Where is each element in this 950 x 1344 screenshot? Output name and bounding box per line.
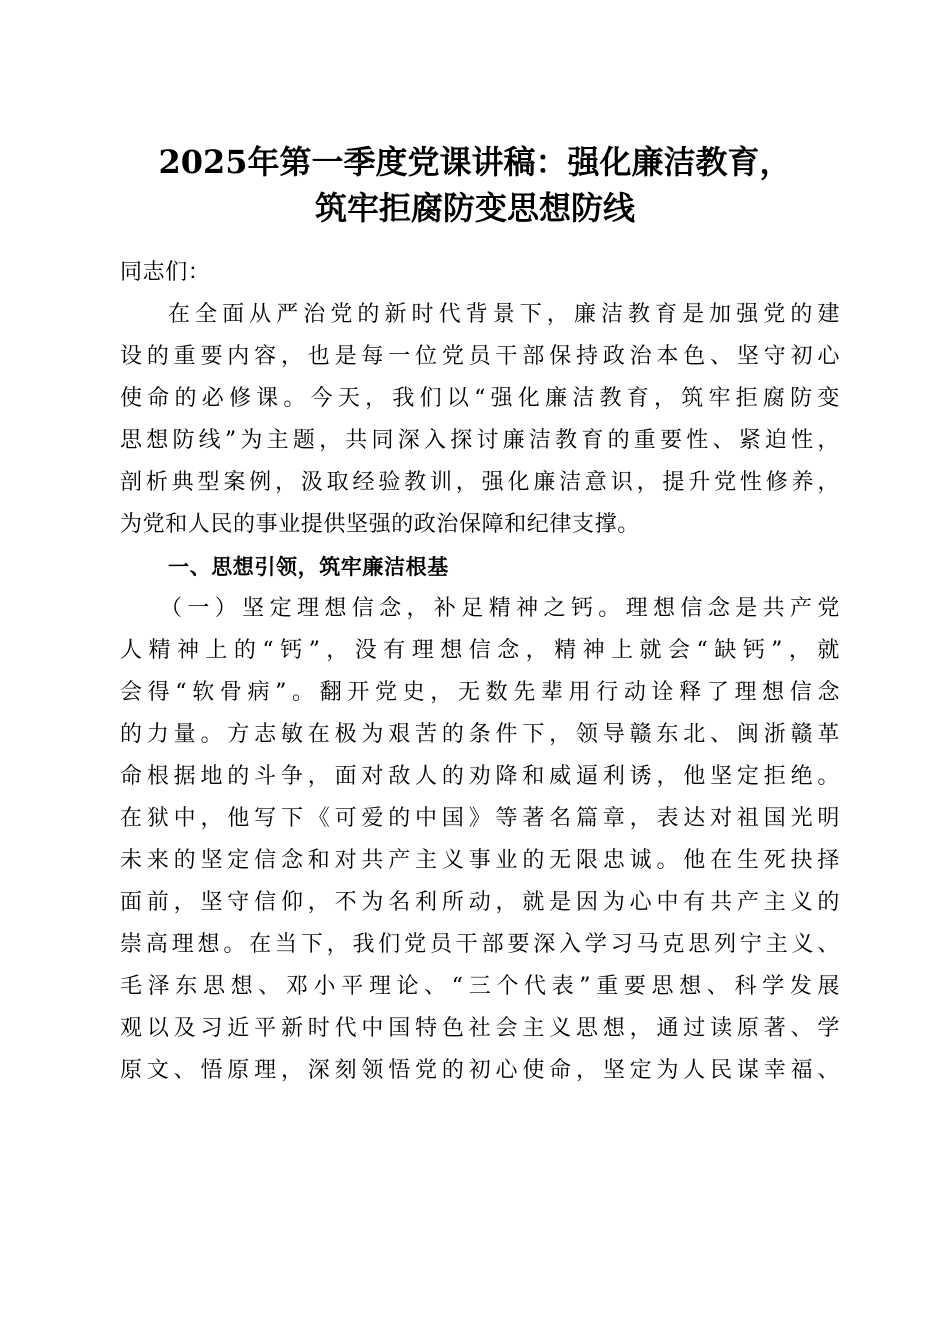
intro-paragraph (120, 294, 840, 546)
paragraph-line: 原文、悟原理，深刻领悟党的初心使命，坚定为人民谋幸福、 (120, 1058, 840, 1083)
paragraph-line: 剖析典型案例，汲取经验教训，强化廉洁意识，提升党性修养， (120, 470, 840, 495)
paragraph-line: 会得“软骨病”。翻开党史，无数先辈用行动诠释了理想信念 (120, 680, 840, 705)
paragraph-line: 命根据地的斗争，面对敌人的劝降和威逼利诱，他坚定拒绝。 (120, 764, 840, 789)
paragraph-line: 在狱中，他写下《可爱的中国》等著名篇章，表达对祖国光明 (120, 806, 840, 831)
paragraph-line: 设的重要内容，也是每一位党员干部保持政治本色、坚守初心 (120, 344, 840, 369)
salutation: 同志们： (120, 260, 211, 285)
paragraph-line: 使命的必修课。今天，我们以“强化廉洁教育，筑牢拒腐防变 (120, 386, 840, 411)
paragraph-line: 人精神上的“钙”，没有理想信念，精神上就会“缺钙”，就 (120, 638, 840, 663)
paragraph-line: 崇高理想。在当下，我们党员干部要深入学习马克思列宁主义、 (120, 932, 840, 957)
paragraph-line: 未来的坚定信念和对共产主义事业的无限忠诚。他在生死抉择 (120, 848, 840, 873)
paragraph-line: 在全面从严治党的新时代背景下，廉洁教育是加强党的建 (168, 302, 840, 327)
subsection-paragraph (120, 588, 840, 1092)
title-line-1: 2025年第一季度党课讲稿：强化廉洁教育， (158, 143, 792, 181)
title-line-2: 筑牢拒腐防变思想防线 (314, 189, 635, 227)
paragraph-line: 思想防线”为主题，共同深入探讨廉洁教育的重要性、紧迫性， (120, 428, 840, 453)
section-heading: 一、思想引领，筑牢廉洁根基 (168, 555, 449, 579)
paragraph-line: 为党和人民的事业提供坚强的政治保障和纪律支撑。 (120, 512, 640, 537)
paragraph-line: 毛泽东思想、邓小平理论、“三个代表”重要思想、科学发展 (120, 974, 840, 999)
document-body (120, 252, 840, 1092)
paragraph-line: 的力量。方志敏在极为艰苦的条件下，领导赣东北、闽浙赣革 (120, 722, 840, 747)
paragraph-line: （一）坚定理想信念，补足精神之钙。理想信念是共产党 (160, 596, 840, 621)
paragraph-line: 面前，坚守信仰，不为名利所动，就是因为心中有共产主义的 (120, 890, 840, 915)
paragraph-line: 观以及习近平新时代中国特色社会主义思想，通过读原著、学 (120, 1016, 840, 1041)
